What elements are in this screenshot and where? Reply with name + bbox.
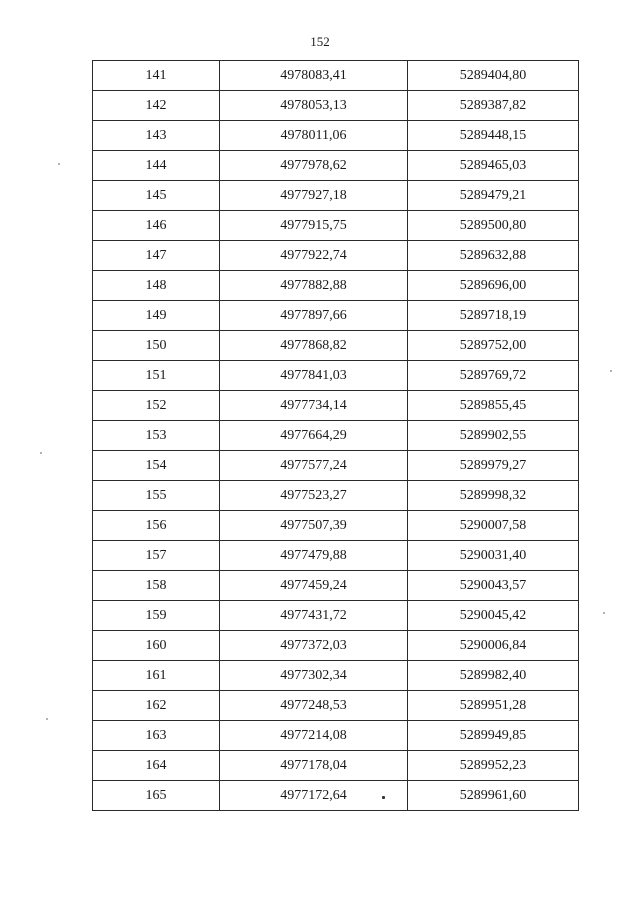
- x-coordinate-cell: 4977841,03: [220, 361, 408, 391]
- y-coordinate-cell: 5289500,80: [408, 211, 579, 241]
- table-row: [93, 151, 579, 181]
- coordinates-table: [92, 60, 579, 811]
- x-coordinate-cell: 4977978,62: [220, 151, 408, 181]
- point-number-cell: 164: [93, 751, 220, 781]
- table-row: [93, 121, 579, 151]
- point-number-cell: 156: [93, 511, 220, 541]
- y-coordinate-cell: 5290043,57: [408, 571, 579, 601]
- table-row: [93, 91, 579, 121]
- x-coordinate-cell: 4977664,29: [220, 421, 408, 451]
- table-row: [93, 271, 579, 301]
- y-coordinate-cell: 5289902,55: [408, 421, 579, 451]
- y-coordinate-cell: 5290031,40: [408, 541, 579, 571]
- table-row: [93, 421, 579, 451]
- x-coordinate-cell: 4978011,06: [220, 121, 408, 151]
- table-row: [93, 301, 579, 331]
- y-coordinate-cell: 5289855,45: [408, 391, 579, 421]
- table-row: [93, 451, 579, 481]
- point-number-cell: 162: [93, 691, 220, 721]
- x-coordinate-cell: 4977927,18: [220, 181, 408, 211]
- table-row: [93, 481, 579, 511]
- page-number: 152: [310, 34, 330, 49]
- y-coordinate-cell: 5289952,23: [408, 751, 579, 781]
- y-coordinate-cell: 5289979,27: [408, 451, 579, 481]
- x-coordinate-cell: 4977577,24: [220, 451, 408, 481]
- x-coordinate-cell: 4977172,64: [220, 781, 408, 811]
- point-number-cell: 153: [93, 421, 220, 451]
- scan-speck: [46, 718, 48, 720]
- table-row: [93, 391, 579, 421]
- point-number-cell: 142: [93, 91, 220, 121]
- point-number-cell: 143: [93, 121, 220, 151]
- point-number-cell: 163: [93, 721, 220, 751]
- table-row: [93, 691, 579, 721]
- x-coordinate-cell: 4977922,74: [220, 241, 408, 271]
- y-coordinate-cell: 5289769,72: [408, 361, 579, 391]
- y-coordinate-cell: 5289387,82: [408, 91, 579, 121]
- scan-speck: [603, 612, 605, 614]
- y-coordinate-cell: 5289961,60: [408, 781, 579, 811]
- table-row: [93, 181, 579, 211]
- table-row: [93, 241, 579, 271]
- x-coordinate-cell: 4977915,75: [220, 211, 408, 241]
- scan-speck: [58, 163, 60, 165]
- point-number-cell: 145: [93, 181, 220, 211]
- table-row: [93, 61, 579, 91]
- x-coordinate-cell: 4977868,82: [220, 331, 408, 361]
- point-number-cell: 151: [93, 361, 220, 391]
- x-coordinate-cell: 4977372,03: [220, 631, 408, 661]
- x-coordinate-cell: 4978053,13: [220, 91, 408, 121]
- scan-speck: [40, 452, 42, 454]
- y-coordinate-cell: 5289949,85: [408, 721, 579, 751]
- scan-speck: [610, 370, 612, 372]
- y-coordinate-cell: 5289632,88: [408, 241, 579, 271]
- table-row: [93, 721, 579, 751]
- y-coordinate-cell: 5289982,40: [408, 661, 579, 691]
- table-row: [93, 781, 579, 811]
- scan-speck: [382, 796, 385, 799]
- point-number-cell: 141: [93, 61, 220, 91]
- y-coordinate-cell: 5289718,19: [408, 301, 579, 331]
- y-coordinate-cell: 5289479,21: [408, 181, 579, 211]
- point-number-cell: 165: [93, 781, 220, 811]
- x-coordinate-cell: 4977897,66: [220, 301, 408, 331]
- x-coordinate-cell: 4977248,53: [220, 691, 408, 721]
- point-number-cell: 144: [93, 151, 220, 181]
- point-number-cell: 160: [93, 631, 220, 661]
- point-number-cell: 157: [93, 541, 220, 571]
- point-number-cell: 149: [93, 301, 220, 331]
- y-coordinate-cell: 5289998,32: [408, 481, 579, 511]
- table-row: [93, 541, 579, 571]
- table-row: [93, 331, 579, 361]
- y-coordinate-cell: 5289465,03: [408, 151, 579, 181]
- x-coordinate-cell: 4977523,27: [220, 481, 408, 511]
- table-row: [93, 361, 579, 391]
- y-coordinate-cell: 5290006,84: [408, 631, 579, 661]
- table-row: [93, 511, 579, 541]
- table-row: [93, 751, 579, 781]
- point-number-cell: 158: [93, 571, 220, 601]
- x-coordinate-cell: 4977302,34: [220, 661, 408, 691]
- y-coordinate-cell: 5289951,28: [408, 691, 579, 721]
- x-coordinate-cell: 4977178,04: [220, 751, 408, 781]
- y-coordinate-cell: 5289448,15: [408, 121, 579, 151]
- x-coordinate-cell: 4977734,14: [220, 391, 408, 421]
- point-number-cell: 148: [93, 271, 220, 301]
- table-row: [93, 571, 579, 601]
- x-coordinate-cell: 4977459,24: [220, 571, 408, 601]
- y-coordinate-cell: 5289404,80: [408, 61, 579, 91]
- x-coordinate-cell: 4977507,39: [220, 511, 408, 541]
- point-number-cell: 146: [93, 211, 220, 241]
- point-number-cell: 154: [93, 451, 220, 481]
- x-coordinate-cell: 4977214,08: [220, 721, 408, 751]
- x-coordinate-cell: 4977431,72: [220, 601, 408, 631]
- y-coordinate-cell: 5289752,00: [408, 331, 579, 361]
- point-number-cell: 147: [93, 241, 220, 271]
- table-row: [93, 631, 579, 661]
- point-number-cell: 150: [93, 331, 220, 361]
- table-row: [93, 601, 579, 631]
- point-number-cell: 159: [93, 601, 220, 631]
- y-coordinate-cell: 5290007,58: [408, 511, 579, 541]
- point-number-cell: 161: [93, 661, 220, 691]
- table-row: [93, 211, 579, 241]
- x-coordinate-cell: 4978083,41: [220, 61, 408, 91]
- point-number-cell: 155: [93, 481, 220, 511]
- x-coordinate-cell: 4977479,88: [220, 541, 408, 571]
- table-row: [93, 661, 579, 691]
- y-coordinate-cell: 5290045,42: [408, 601, 579, 631]
- x-coordinate-cell: 4977882,88: [220, 271, 408, 301]
- y-coordinate-cell: 5289696,00: [408, 271, 579, 301]
- point-number-cell: 152: [93, 391, 220, 421]
